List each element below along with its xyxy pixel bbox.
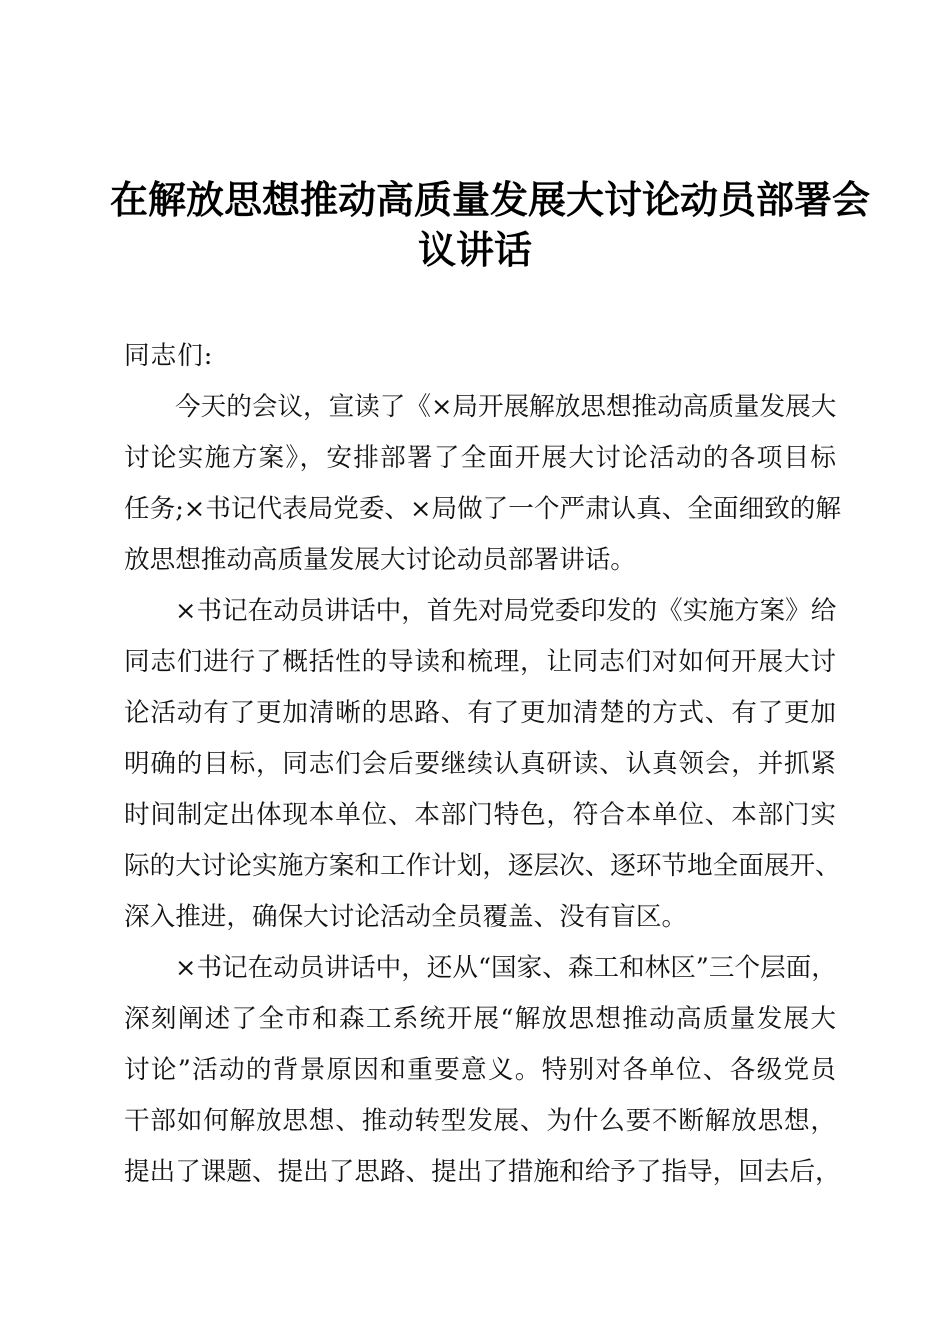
paragraph-line: 时间制定出体现本单位、本部门特色，符合本单位、本部门实 xyxy=(124,800,836,830)
paragraph-line: ×书记在动员讲话中，首先对局党委印发的《实施方案》给 xyxy=(175,596,837,626)
paragraph-2 xyxy=(124,586,841,943)
title-line-1: 在解放思想推动高质量发展大讨论动员部署会 xyxy=(110,177,871,222)
paragraph-line: 今天的会议，宣读了《×局开展解放思想推动高质量发展大 xyxy=(175,392,837,422)
paragraph-line: 同志们进行了概括性的导读和梳理，让同志们对如何开展大讨 xyxy=(124,647,836,677)
paragraph-line: 提出了课题、提出了思路、提出了措施和给予了指导，回去后， xyxy=(124,1157,841,1187)
paragraph-3 xyxy=(124,943,841,1198)
paragraph-line: 讨论实施方案》，安排部署了全面开展大讨论活动的各项目标 xyxy=(124,443,836,473)
document-body xyxy=(124,331,841,1198)
paragraph-line: 明确的目标，同志们会后要继续认真研读、认真领会，并抓紧 xyxy=(124,749,836,779)
paragraph-line: 干部如何解放思想、推动转型发展、为什么要不断解放思想， xyxy=(124,1106,836,1136)
paragraph-line: 任务;×书记代表局党委、×局做了一个严肃认真、全面细致的解 xyxy=(124,494,841,524)
title-line-2: 议讲话 xyxy=(417,227,532,272)
greeting: 同志们: xyxy=(124,341,214,371)
paragraph-line: 讨论”活动的背景原因和重要意义。特别对各单位、各级党员 xyxy=(124,1055,836,1085)
document-title xyxy=(110,175,871,275)
paragraph-line: 放思想推动高质量发展大讨论动员部署讲话。 xyxy=(124,545,636,575)
paragraph-line: 深入推进，确保大讨论活动全员覆盖、没有盲区。 xyxy=(124,902,688,932)
paragraph-line: 深刻阐述了全市和森工系统开展“解放思想推动高质量发展大 xyxy=(124,1004,836,1034)
paragraph-line: 论活动有了更加清晰的思路、有了更加清楚的方式、有了更加 xyxy=(124,698,836,728)
paragraph-line: ×书记在动员讲话中，还从“国家、森工和林区”三个层面， xyxy=(175,953,837,983)
paragraph-1 xyxy=(124,382,841,586)
paragraph-line: 际的大讨论实施方案和工作计划，逐层次、逐环节地全面展开、 xyxy=(124,851,841,881)
